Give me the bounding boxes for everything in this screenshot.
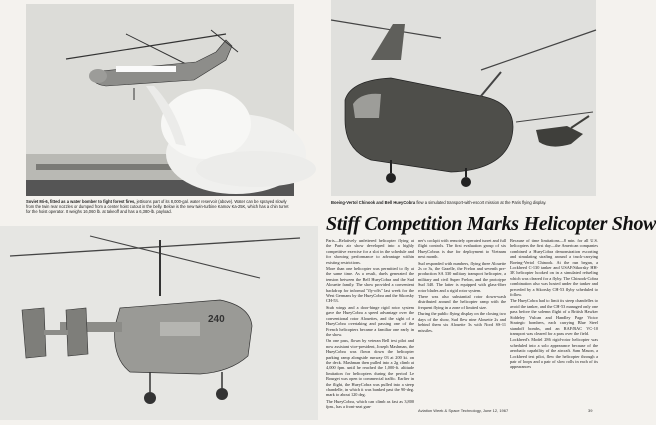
- col2-paragraph: There was also substantial rotor down-wash distributed around the helicopter ramp with the frequent flying in a zone of limited size.: [418, 294, 506, 310]
- svg-text:240: 240: [208, 314, 225, 325]
- caption-lead-mi6: Soviet Mi-6, fitted as a water bomber to fight forest fires,: [26, 199, 136, 204]
- article-column-2: [418, 238, 506, 406]
- col3-paragraph: Lockheed's Model 286 rigid-rotor helicopter was scheduled into a solo appearance because of the aerobatic capability of the aircraft. Sam Mason, a Lockheed test pilot, flew the helicopter through a pair of loops and a pair of slow rolls in each of its appearances: [510, 337, 598, 370]
- footer-page-number: 39: [588, 408, 593, 413]
- photo-kamov-ka25k: [0, 226, 318, 420]
- col2-paragraph: Sud responded with numbers, flying three Alouette 2s or 3s, the Gazelle, the Frelon and seventh pre-production SA 330 military transport helicopter, a military and civil Super Frelon, and the prototype Sud 340. The latter is equipped with glass-fiber rotor blades and a rigid rotor system.: [418, 260, 506, 293]
- mi6-helicopter-illustration: [26, 4, 294, 196]
- col3-paragraph: Because of time limitations—8 min. for all U.S. helicopters the first day—the American companies combined a HueyCobra demonstration escorting and simulating strafing around a truck-carrying Boeing-Vertol Chinook. At the run began, a Lockheed C-130 tanker and USAF/Sikorsky HH-3E helicopter hooked on in a simulated refueling which was cleared for a flyby. The Chinook-Cobra combination also was hosted under the tanker and preceded by a Sikorsky CH-53 flyby scheduled to follow.: [510, 238, 598, 298]
- col1-paragraph: The HueyCobra, which can climb as fast as 3,800 fpm., has a front-seat gun-: [326, 398, 414, 410]
- kamov-helicopter-illustration: [0, 226, 318, 420]
- caption-soviet-mi6: [26, 199, 294, 215]
- caption-lead-chinook: Boeing-Vertol Chinook and Bell HueyCobra: [331, 200, 416, 205]
- article-column-1: [326, 238, 414, 410]
- col1-paragraph: Stub wings and a door-hinge rigid rotor system gave the HueyCobra a speed advantage over the conventional rotor Alouettes, and the sight of a HueyCobra overtaking and passing one of the French helicopters became a familiar one early in the show.: [326, 304, 414, 337]
- caption-text-chinook: flew a simulated transport-with-escort mission at the Paris flying display.: [416, 200, 547, 205]
- caption-chinook-hueycobra: [331, 200, 596, 205]
- col2-paragraph: ner's cockpit with remotely operated turret and full flight controls. The first evaluation group of six HueyCobras is due for deployment to Vietnam next month.: [418, 238, 506, 260]
- chinook-helicopter-illustration: [331, 0, 596, 196]
- caption-text-mi6: jettisons part of its 8,000-gal. water reservoir (above). Water can be sprayed slowly from the twin rear nozzles or dumped from a center hoist cutout in the belly. Below is the new twin-turbine Kamov Ka-25K, which has a chin turret for the hoist operator. It weighs 16,060 lb. at takeoff and has a 6,380-lb. payload.: [26, 199, 289, 215]
- footer-publication: Aviation Week & Space Technology, June 12, 1967: [418, 408, 509, 413]
- col1-paragraph: On one pass, flown by veteran Bell test pilot and now assistant vice-president, Joseph Mashman, the HueyCobra was flown down the helicopter parking ramp alongside runway 03 at 200 kt. on the deck. Mashman then pulled into a 2g climb at 4,000 fpm. until he reached the 1,000-ft. altitude limitation for helicopters during the period Le Bourget was open to commercial traffic. Earlier in the flight, the HueyCobra was pulled into a steep chandelle, in which it was banked past the 90-deg. mark to about 120 deg.: [326, 338, 414, 398]
- article-headline: Stiff Competition Marks Helicopter Show: [326, 213, 656, 235]
- photo-mi6-water-bomber: [26, 4, 294, 196]
- article-column-3: [510, 238, 598, 406]
- col2-paragraph: During the public flying display on the closing two days of the show, Sud flew nine Alouette 2s and behind them six Alouette 3s with Nord SS-11 missiles.: [418, 311, 506, 333]
- col1-paragraph: More than one helicopter was permitted to fly at the same time. As a result, duels generated the tension between the Bell HueyCobra and the Sud Alouette family. The show provided a convenient backdrop for informal "fly-offs" last week for the West Germans by the HueyCobra and the Sikorsky CH-53.: [326, 266, 414, 304]
- photo-chinook-hueycobra: [331, 0, 596, 196]
- col3-paragraph: The HueyCobra had to limit its steep chandelles to avoid the tanker, and the CH-53 managed only one pass before the solemn flight of a British Hawker Siddeley Vulcan and Handley Page Victor Strategic bombers, each carrying Blue Steel standoff bombs, and an RAF/BAC VC-10 transport was cleared for a pass over the field.: [510, 298, 598, 336]
- col1-paragraph: Paris—Relatively unfettered helicopter flying at the Paris air show developed into a highly competitive exercise for a slot in the schedule and for showing performance to advantage within existing restrictions.: [326, 238, 414, 265]
